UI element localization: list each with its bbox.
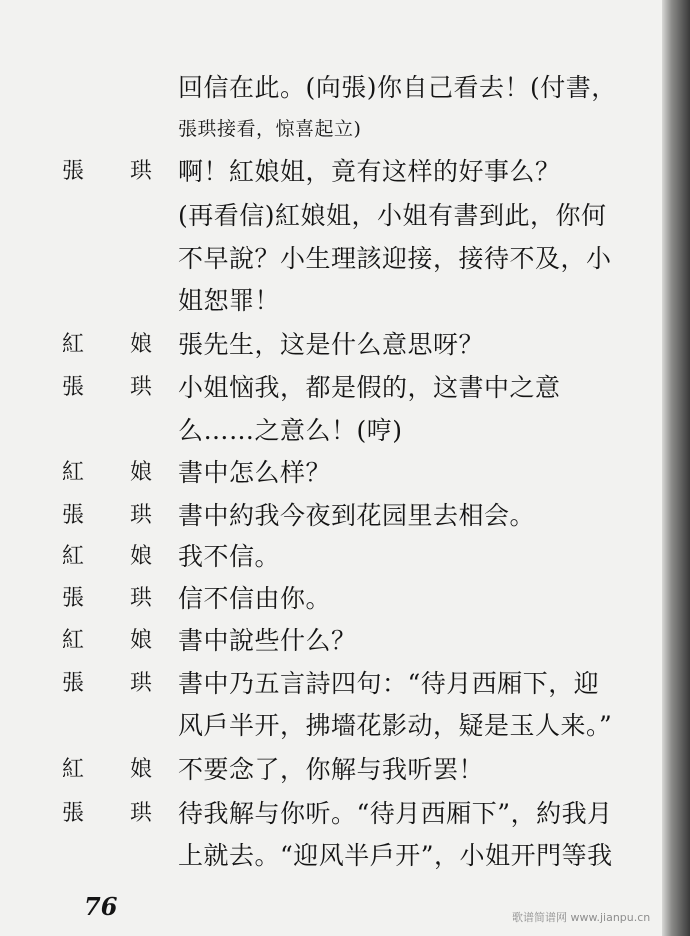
- script-line: [0, 535, 662, 579]
- script-line: [0, 748, 662, 792]
- speaker-name: 紅 娘: [62, 757, 152, 782]
- dialogue-text: 待我解与你听。“待月西厢下”，約我月: [178, 799, 613, 828]
- speaker-name: 張 珙: [62, 159, 152, 184]
- script-line: [0, 66, 662, 110]
- dialogue-text: (再看信)紅娘姐，小姐有書到此，你何: [178, 201, 607, 230]
- speaker-name: 紅 娘: [62, 332, 152, 357]
- speaker-name: 張 珙: [62, 801, 152, 826]
- script-line: [0, 150, 662, 194]
- script-line: [0, 366, 662, 410]
- page-number: 76: [84, 892, 118, 921]
- script-line: [0, 409, 662, 453]
- speaker-name: 張 珙: [62, 671, 152, 696]
- dialogue-text: 回信在此。(向張)你自己看去！(付書，: [178, 73, 617, 102]
- dialogue-text: 风戶半开，拂墻花影动，疑是玉人来。”: [178, 711, 613, 740]
- speaker-name: 張 珙: [62, 375, 152, 400]
- script-line: [0, 577, 662, 621]
- dialogue-text: 信不信由你。: [178, 584, 332, 613]
- site-watermark: 歌谱简谱网 www.jianpu.cn: [512, 911, 651, 924]
- script-line: [0, 323, 662, 367]
- speaker-name: 張 珙: [62, 586, 152, 611]
- script-line: [0, 662, 662, 706]
- dialogue-text: 姐恕罪！: [178, 286, 281, 315]
- dialogue-text: 我不信。: [178, 542, 281, 571]
- dialogue-text: 不要念了，你解与我听罢！: [178, 755, 485, 784]
- speaker-name: 紅 娘: [62, 544, 152, 569]
- dialogue-text: 么……之意么！(哼): [178, 416, 403, 445]
- script-line: [0, 494, 662, 538]
- dialogue-text: 不早說？小生理該迎接，接待不及，小: [178, 244, 612, 273]
- dialogue-text: 書中約我今夜到花园里去相会。: [178, 501, 536, 530]
- script-line: [0, 619, 662, 663]
- script-line: [0, 792, 662, 836]
- script-line: [0, 279, 662, 323]
- script-line: [0, 107, 662, 151]
- book-binding-edge: [662, 0, 690, 936]
- stage-direction-text: 張珙接看，惊喜起立): [178, 118, 362, 140]
- dialogue-text: 書中怎么样？: [178, 458, 332, 487]
- dialogue-text: 上就去。“迎风半戶开”，小姐开門等我: [178, 841, 613, 870]
- dialogue-text: 張先生，这是什么意思呀？: [178, 330, 485, 359]
- script-line: [0, 451, 662, 495]
- dialogue-text: 啊！紅娘姐，竟有这样的好事么？: [178, 157, 561, 186]
- script-line: [0, 194, 662, 238]
- speaker-name: 紅 娘: [62, 460, 152, 485]
- script-line: [0, 704, 662, 748]
- speaker-name: 紅 娘: [62, 628, 152, 653]
- dialogue-text: 書中說些什么？: [178, 626, 357, 655]
- speaker-name: 張 珙: [62, 503, 152, 528]
- dialogue-text: 小姐恼我，都是假的，这書中之意: [178, 373, 561, 402]
- script-line: [0, 834, 662, 878]
- dialogue-text: 書中乃五言詩四句：“待月西厢下，迎: [178, 669, 600, 698]
- script-line: [0, 237, 662, 281]
